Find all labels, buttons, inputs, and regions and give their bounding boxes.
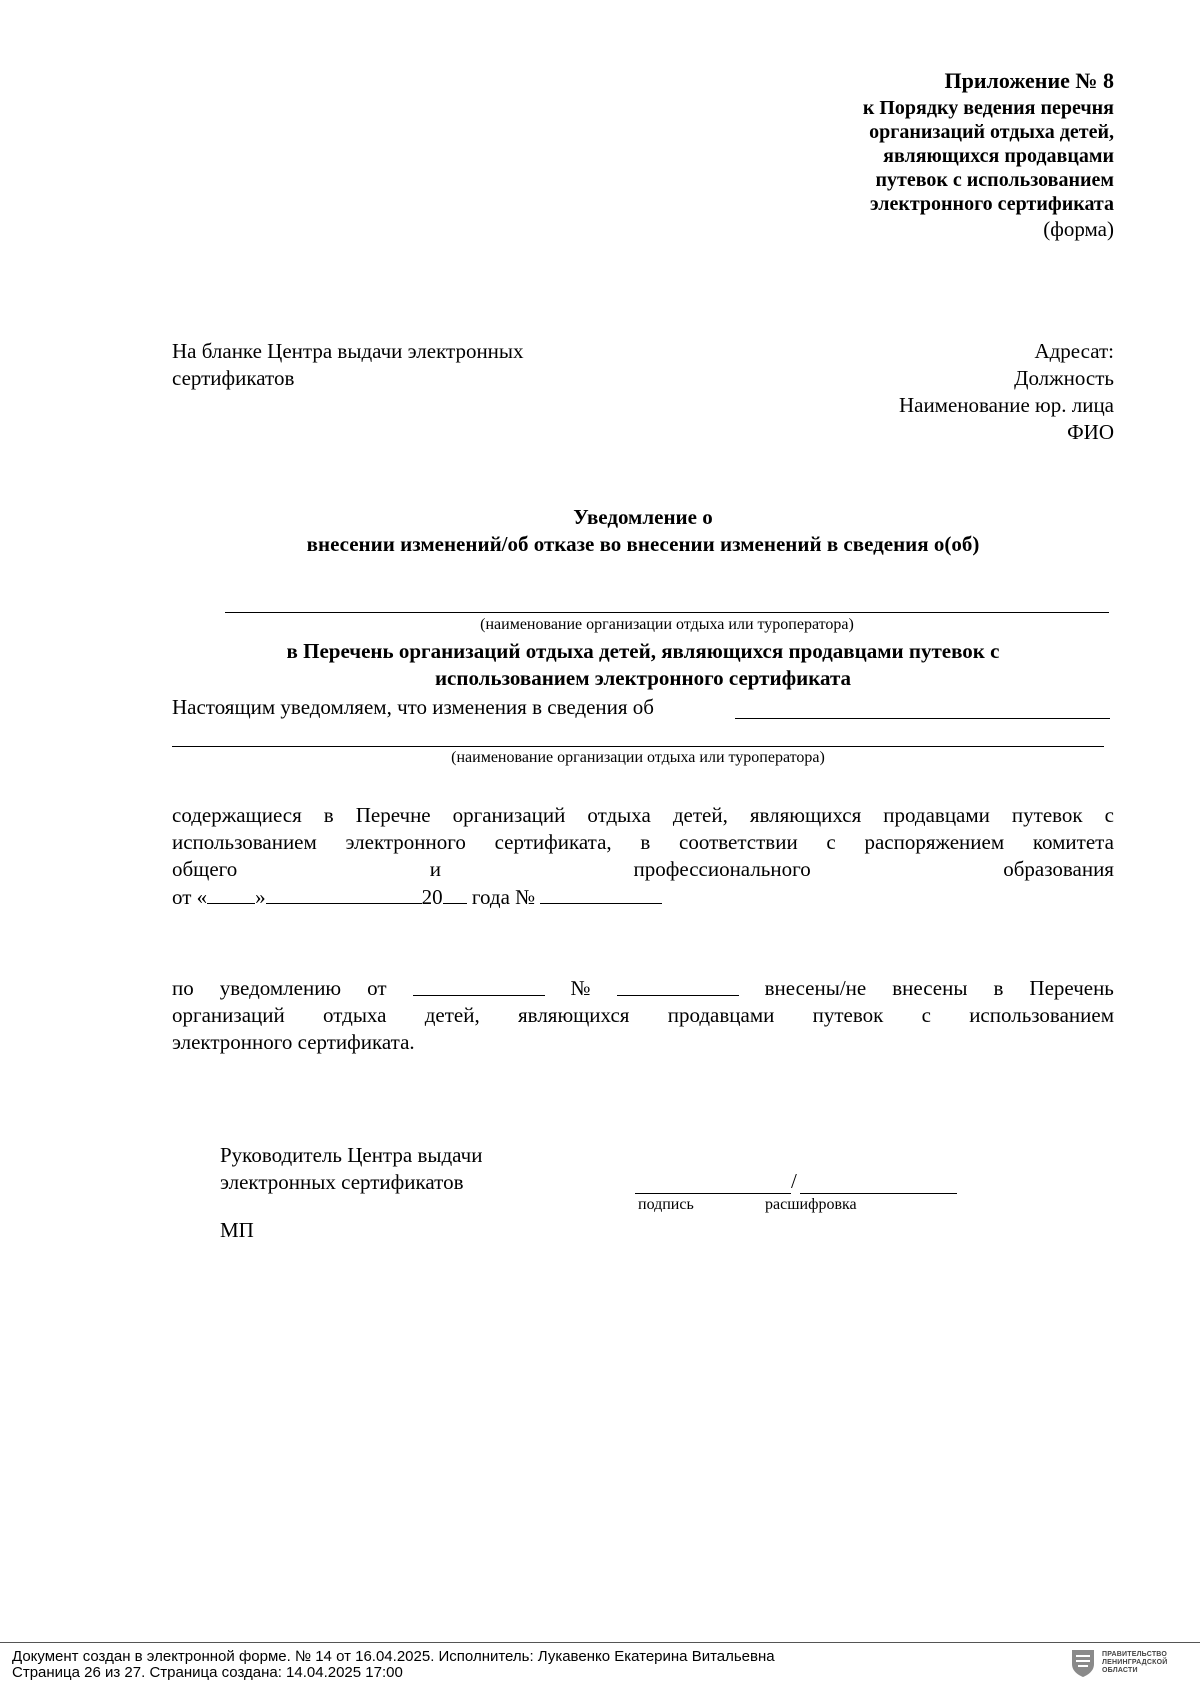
- word: по: [172, 976, 194, 1000]
- word: путевок: [1011, 803, 1083, 827]
- word: соответствии: [679, 830, 798, 854]
- date-mid: »: [255, 885, 266, 909]
- logo-line-2: ЛЕНИНГРАДСКОЙ: [1102, 1659, 1168, 1666]
- paragraph-1-line-1: [172, 802, 1114, 829]
- list-title: [172, 638, 1114, 692]
- letterhead-line-2: сертификатов: [172, 366, 295, 390]
- signature-line[interactable]: [635, 1193, 791, 1194]
- word: с: [921, 1003, 931, 1027]
- stamp-label: МП: [220, 1218, 254, 1242]
- addressee-block: [714, 338, 1114, 446]
- logo-line-1: ПРАВИТЕЛЬСТВО: [1102, 1651, 1168, 1658]
- heading-line-2: внесении изменений/об отказе во внесении изменений в сведения о(об): [306, 532, 980, 556]
- logo-line-3: ОБЛАСТИ: [1102, 1667, 1138, 1674]
- word: внесены: [892, 976, 968, 1000]
- decode-label: расшифровка: [765, 1196, 857, 1213]
- word: являющихся: [749, 803, 862, 827]
- word: продавцами: [667, 1003, 775, 1027]
- word: в: [323, 803, 334, 827]
- word: содержащиеся: [172, 803, 302, 827]
- word: организаций: [452, 803, 566, 827]
- notice-heading: [172, 504, 1114, 558]
- org-name-line-2[interactable]: [172, 746, 1104, 747]
- letterhead: [172, 338, 524, 392]
- word: Перечне: [355, 803, 431, 827]
- notify-intro: Настоящим уведомляем, что изменения в сведения об: [172, 695, 654, 719]
- paragraph-2-line-3: электронного сертификата.: [172, 1030, 415, 1054]
- word: детей,: [424, 1003, 480, 1027]
- footer-logo: [1070, 1648, 1167, 1678]
- appendix-line-3: являющихся продавцами: [883, 145, 1114, 167]
- footer-text: [12, 1649, 775, 1681]
- word: образования: [1003, 857, 1114, 881]
- word: использованием: [172, 830, 317, 854]
- date-year-field[interactable]: [443, 883, 467, 904]
- org-name-line-1[interactable]: [225, 612, 1109, 613]
- coat-of-arms-icon: [1070, 1648, 1096, 1678]
- signature-slash: /: [791, 1169, 797, 1193]
- word: отдыха: [587, 803, 651, 827]
- word: сертификата,: [494, 830, 612, 854]
- number-sign: №: [570, 976, 591, 1000]
- appendix-line-2: организаций отдыха детей,: [869, 121, 1114, 143]
- word: организаций: [172, 1003, 285, 1027]
- word: от: [367, 976, 387, 1000]
- list-title-line-1: в Перечень организаций отдыха детей, являющихся продавцами путевок с: [286, 639, 1000, 663]
- sign-label: подпись: [638, 1196, 694, 1213]
- date-month-field[interactable]: [266, 883, 422, 904]
- word: с: [1104, 803, 1114, 827]
- addressee-name: ФИО: [1067, 420, 1114, 444]
- word: использованием: [969, 1003, 1114, 1027]
- paragraph-1-line-2: [172, 829, 1114, 856]
- date-suffix: года №: [471, 885, 536, 909]
- word: электронного: [345, 830, 466, 854]
- org-hint-2: (наименование организации отдыха или туроператора): [451, 749, 825, 766]
- appendix-block: [714, 66, 1114, 243]
- word: общего: [172, 857, 238, 881]
- paragraph-2-line-1: [172, 975, 1114, 1002]
- appendix-line-1: к Порядку ведения перечня: [862, 97, 1114, 119]
- addressee-label: Адресат:: [1034, 339, 1114, 363]
- paragraph-1: [172, 802, 1114, 911]
- word: профессионального: [633, 857, 811, 881]
- paragraph-2: [172, 975, 1114, 1056]
- order-number-field[interactable]: [540, 883, 662, 904]
- list-title-line-2: использованием электронного сертификата: [434, 666, 852, 690]
- heading-line-1: Уведомление о: [573, 505, 713, 529]
- date-prefix: от «: [172, 885, 208, 909]
- date-year-prefix: 20: [421, 885, 443, 909]
- notice-number-field[interactable]: [617, 975, 739, 996]
- role-line-2: электронных сертификатов: [220, 1170, 464, 1194]
- paragraph-1-line-3: [172, 856, 1114, 883]
- word: внесены/не: [764, 976, 867, 1000]
- letterhead-line-1: На бланке Центра выдачи электронных: [172, 339, 524, 363]
- word: являющихся: [518, 1003, 630, 1027]
- date-day-field[interactable]: [207, 883, 255, 904]
- word: распоряжением: [864, 830, 1005, 854]
- appendix-line-4: путевок с использованием: [875, 169, 1114, 191]
- footer-divider: [0, 1642, 1200, 1643]
- notice-date-field[interactable]: [413, 975, 545, 996]
- word: и: [429, 857, 442, 881]
- word: детей,: [672, 803, 728, 827]
- word: отдыха: [323, 1003, 387, 1027]
- appendix-title: Приложение № 8: [944, 68, 1114, 93]
- org-hint-1: (наименование организации отдыха или туроператора): [480, 616, 854, 633]
- word: Перечень: [1029, 976, 1114, 1000]
- word: в: [993, 976, 1004, 1000]
- org-name-field-inline[interactable]: [735, 718, 1110, 719]
- word: уведомлению: [219, 976, 342, 1000]
- word: с: [826, 830, 836, 854]
- paragraph-1-date-line: [172, 883, 1114, 911]
- footer-line-2: Страница 26 из 27. Страница создана: 14.04.2025 17:00: [12, 1664, 403, 1681]
- role-line-1: Руководитель Центра выдачи: [220, 1143, 483, 1167]
- word: в: [640, 830, 651, 854]
- word: продавцами: [883, 803, 990, 827]
- appendix-line-5: электронного сертификата: [869, 193, 1114, 215]
- word: комитета: [1032, 830, 1114, 854]
- form-label: (форма): [1043, 217, 1114, 241]
- addressee-org: Наименование юр. лица: [898, 393, 1114, 417]
- decode-line[interactable]: [800, 1193, 957, 1194]
- footer-line-1: Документ создан в электронной форме. № 14 от 16.04.2025. Исполнитель: Лукавенко Екатерина Витальевна: [12, 1648, 775, 1665]
- signature-role: [220, 1142, 482, 1196]
- word: путевок: [812, 1003, 884, 1027]
- addressee-position: Должность: [1014, 366, 1114, 390]
- paragraph-2-line-2: [172, 1002, 1114, 1029]
